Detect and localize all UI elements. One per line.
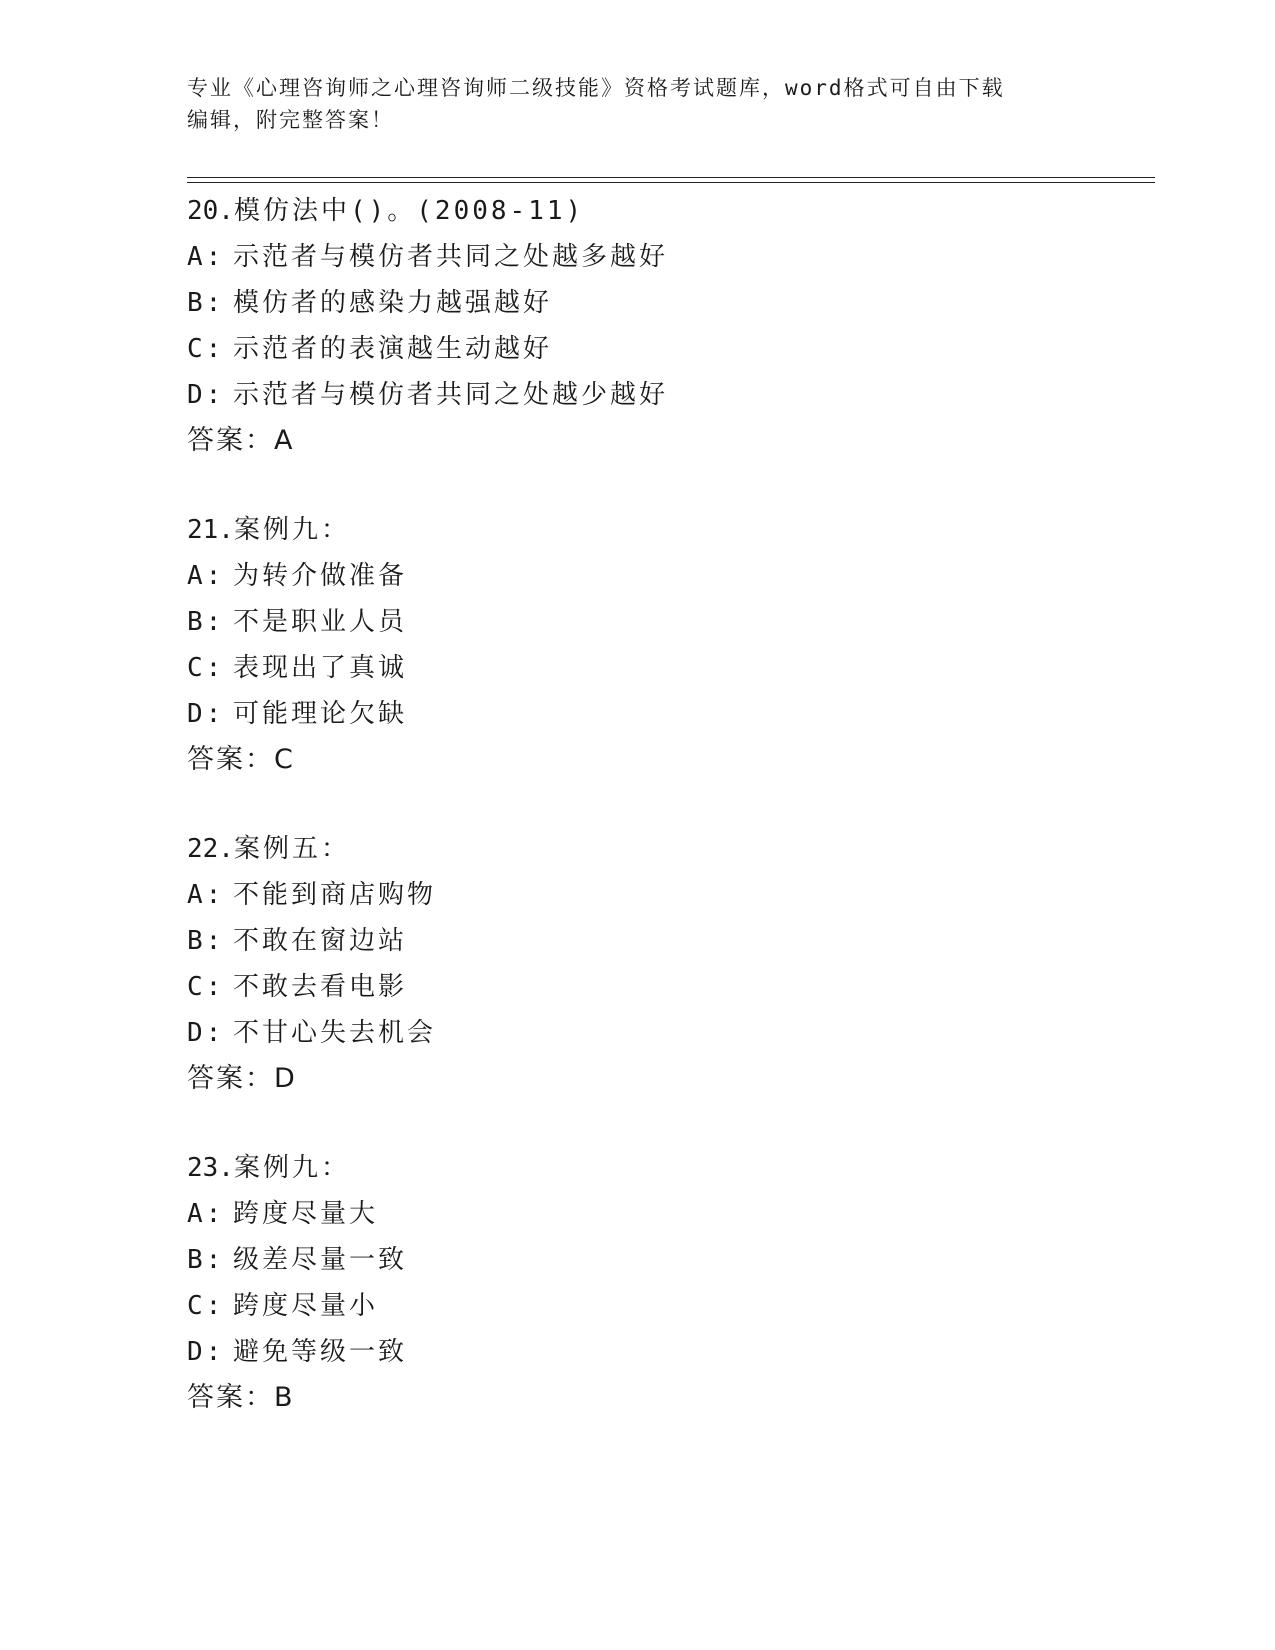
question-title — [187, 826, 1147, 872]
option-d — [187, 691, 1147, 737]
option-text: 示范者与模仿者共同之处越少越好 — [233, 380, 669, 410]
question-number: 20. — [187, 196, 234, 226]
option-key: B: — [187, 1245, 225, 1275]
answer-line: 答案：C — [187, 744, 295, 775]
option-c — [187, 645, 1147, 691]
option-d — [187, 1010, 1147, 1056]
option-text: 模仿者的感染力越强越好 — [233, 288, 553, 318]
option-a — [187, 872, 1147, 918]
option-key: D: — [187, 699, 225, 729]
question-title — [187, 188, 1147, 234]
option-key: A: — [187, 1199, 225, 1229]
option-key: A: — [187, 561, 225, 591]
document-header — [187, 72, 1087, 136]
header-intro-line-1: 专业《心理咨询师之心理咨询师二级技能》资格考试题库，word格式可自由下载 — [187, 76, 1005, 100]
option-c — [187, 964, 1147, 1010]
option-c — [187, 326, 1147, 372]
option-key: C: — [187, 334, 225, 364]
question-text: 案例五： — [233, 834, 350, 864]
option-b — [187, 599, 1147, 645]
option-text: 不敢去看电影 — [233, 972, 408, 1002]
option-d — [187, 372, 1147, 418]
option-text: 不敢在窗边站 — [233, 926, 408, 956]
answer-line: 答案：D — [187, 1063, 297, 1094]
option-b — [187, 1237, 1147, 1283]
option-text: 表现出了真诚 — [233, 653, 408, 683]
option-text: 不是职业人员 — [233, 607, 408, 637]
option-text: 避免等级一致 — [233, 1337, 408, 1367]
question-list — [187, 188, 1147, 1464]
option-key: B: — [187, 607, 225, 637]
option-text: 跨度尽量小 — [233, 1291, 379, 1321]
question-20 — [187, 188, 1147, 464]
option-a — [187, 234, 1147, 280]
option-text: 示范者与模仿者共同之处越多越好 — [233, 242, 669, 272]
option-key: C: — [187, 653, 225, 683]
option-key: A: — [187, 880, 225, 910]
option-key: C: — [187, 1291, 225, 1321]
option-b — [187, 918, 1147, 964]
question-23 — [187, 1145, 1147, 1421]
option-key: C: — [187, 972, 225, 1002]
option-a — [187, 1191, 1147, 1237]
question-title — [187, 1145, 1147, 1191]
question-21 — [187, 507, 1147, 783]
option-a — [187, 553, 1147, 599]
option-key: D: — [187, 1018, 225, 1048]
option-key: B: — [187, 288, 225, 318]
option-text: 示范者的表演越生动越好 — [233, 334, 553, 364]
header-intro-line-2: 编辑，附完整答案！ — [187, 108, 394, 132]
option-key: B: — [187, 926, 225, 956]
option-text: 不甘心失去机会 — [233, 1018, 437, 1048]
option-c — [187, 1283, 1147, 1329]
question-22 — [187, 826, 1147, 1102]
question-number: 23. — [187, 1153, 234, 1183]
option-key: D: — [187, 380, 225, 410]
answer-line: 答案：B — [187, 1382, 295, 1413]
question-number: 22. — [187, 834, 234, 864]
option-text: 可能理论欠缺 — [233, 699, 408, 729]
option-text: 级差尽量一致 — [233, 1245, 408, 1275]
question-title — [187, 507, 1147, 553]
answer-line: 答案：A — [187, 425, 295, 456]
option-text: 跨度尽量大 — [233, 1199, 379, 1229]
question-text: 模仿法中()。(2008-11) — [233, 196, 585, 226]
option-text: 为转介做准备 — [233, 561, 408, 591]
header-rule-bottom — [187, 182, 1155, 183]
question-text: 案例九： — [233, 515, 350, 545]
question-text: 案例九： — [233, 1153, 350, 1183]
question-number: 21. — [187, 515, 234, 545]
option-d — [187, 1329, 1147, 1375]
header-rule-top — [187, 177, 1155, 178]
option-text: 不能到商店购物 — [233, 880, 437, 910]
option-b — [187, 280, 1147, 326]
option-key: D: — [187, 1337, 225, 1367]
option-key: A: — [187, 242, 225, 272]
